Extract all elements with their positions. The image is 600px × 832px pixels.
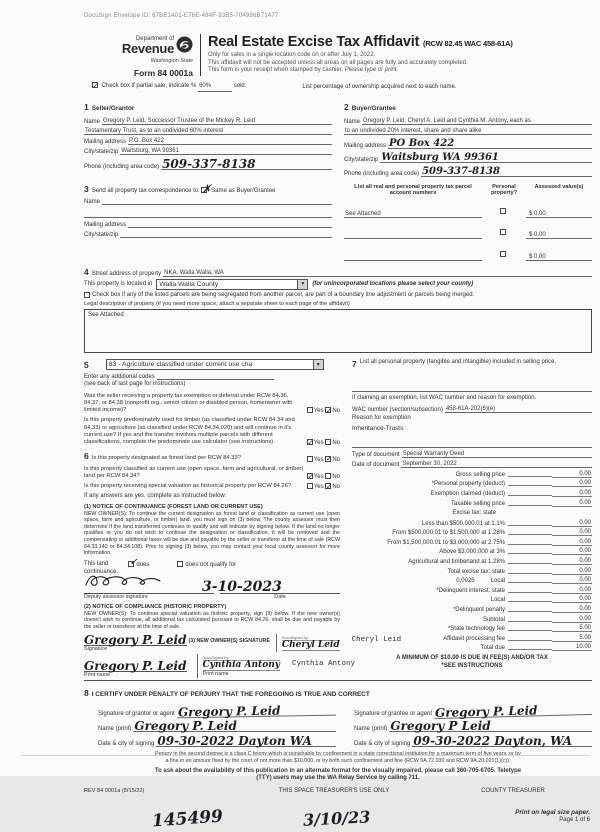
assessed-value-col-header: Assessed value(s) — [534, 183, 584, 190]
grantee-name-print[interactable]: Gregory P Leid — [389, 722, 592, 732]
parcel-table — [344, 184, 592, 261]
form-header — [84, 28, 592, 78]
type-of-document-field[interactable]: Special Warranty Deed — [402, 451, 592, 458]
parcel-row — [344, 243, 592, 261]
tax-value: 0.00 — [552, 558, 592, 565]
seller-phone-label: Phone (including area code) — [84, 163, 160, 170]
tax-row — [352, 644, 592, 651]
partial-sale-percent-field[interactable]: 60% — [198, 83, 232, 92]
tax-label: Affidavit processing fee — [443, 635, 505, 642]
seller-name-field[interactable]: Gregory P. Leid, Successor Trustee of the Mickey R. Leid — [102, 118, 332, 125]
county-dropdown-arrow-icon[interactable]: ▼ — [297, 280, 307, 289]
use-code-dropdown-value: 83 - Agriculture classified under current use cha — [108, 361, 253, 369]
parcel-number-field[interactable] — [344, 254, 482, 261]
notice-compliance-title: (2) NOTICE OF COMPLIANCE (HISTORIC PROPERTY) — [84, 603, 227, 610]
tax-row — [352, 568, 592, 575]
section-certification — [84, 680, 592, 747]
grantee-signature[interactable]: Gregory P. Leid — [434, 705, 592, 719]
seller-mailing-field[interactable]: P.O. Box 422 — [128, 138, 332, 145]
tax-value: 0.00 — [552, 471, 592, 478]
timber-yes-no: ✓ Yes No — [304, 439, 340, 446]
section-buyer-grantee — [344, 97, 592, 177]
owner-print-label-2: Print name — [202, 671, 229, 678]
corr-mailing-field[interactable] — [128, 221, 332, 228]
tax-row — [352, 625, 592, 632]
timber-no-checkbox[interactable] — [325, 439, 331, 445]
wac-number-field[interactable]: 458-61A-202(6)(e) — [445, 406, 592, 413]
tax-row — [352, 490, 592, 497]
assessed-value-field[interactable]: $ 0.00 — [526, 232, 592, 239]
grantee-name-label: Name (print) — [354, 726, 388, 733]
tax-label: Subtotal — [482, 616, 505, 623]
located-in-label: This property is located in — [84, 280, 153, 287]
deputy-date-label: Date — [220, 593, 340, 600]
owner-print-label: Print name — [84, 672, 111, 679]
buyer-name-label: Name — [344, 118, 361, 125]
revenue-label: Revenue — [121, 41, 174, 56]
form-title: Real Estate Excise Tax Affidavit (RCW 82.45 WAC 458-61A) — [208, 34, 513, 50]
personal-property-checkbox[interactable] — [500, 229, 506, 235]
parcel-number-field[interactable] — [344, 232, 482, 239]
section7-number: 7 — [352, 359, 357, 370]
use-code-dropdown-arrow-icon[interactable]: ▼ — [313, 360, 323, 369]
owner-signature-label: Signature — [84, 646, 108, 653]
seller-phone-field[interactable]: 509-337-8138 — [161, 160, 332, 170]
deputy-assessor-signature[interactable] — [84, 572, 194, 593]
right-column — [352, 359, 592, 678]
docusign-signature-cheryl: Cheryl Leid — [281, 640, 340, 651]
revenue-logo-block — [84, 28, 200, 78]
tax-row — [352, 596, 592, 603]
tax-value: 0.00 — [552, 539, 592, 546]
legal-description-value: See Attached — [88, 312, 124, 319]
treasurer-space-label: THIS SPACE TREASURER'S USE ONLY — [278, 787, 390, 794]
tax-label: Total excise tax: state — [447, 568, 505, 575]
tax-value: 0.00 — [552, 480, 592, 487]
header-divider — [200, 34, 201, 76]
see-instructions-note: *SEE INSTRUCTIONS — [441, 662, 503, 669]
grantor-name-print[interactable]: Gregory P. Leid — [133, 722, 336, 732]
legal-description-box[interactable] — [84, 309, 592, 353]
forest-land-question: Is this property designated as forest land per RCW 84.33? — [91, 455, 241, 462]
tax-value: 0.00 — [552, 596, 592, 603]
buyer-mailing-field[interactable]: PO Box 422 — [388, 140, 592, 149]
perjury-note: Perjury in the second degree is a class C felony which is punishable by confinement in a state correctional institution for a maximum term of five years, or by a fine in an amount fixed by the court of not more than $10,000, or by both such confinement and fine (RCW 9A.72.030 and RCW 9A.20.021(1)(c)). — [155, 751, 521, 765]
treasurer-stamp-date: 3/10/23 — [302, 807, 371, 830]
owner-signature-1[interactable]: Gregory P. Leid — [84, 633, 187, 648]
wac-number-label: WAC number (section/subsection) — [352, 406, 443, 413]
grantee-date-label: Date & city of signing — [354, 741, 411, 748]
tax-row — [352, 587, 592, 594]
docusign-signature-cynthia: Cynthia Antony — [202, 660, 280, 671]
section-seller-grantor — [84, 97, 332, 177]
forest-no-checkbox[interactable] — [325, 456, 331, 462]
tax-value: 0.00 — [552, 500, 592, 507]
new-owners-signature-label: (3) NEW OWNER(S) SIGNATURE — [188, 637, 270, 644]
reason-exemption-label: Reason for exemption — [352, 414, 411, 421]
tax-row — [352, 606, 592, 613]
parcel-number-field[interactable]: See Attached — [344, 211, 482, 218]
certify-statement: I CERTIFY UNDER PENALTY OF PERJURY THAT THE FOREGOING IS TRUE AND CORRECT — [91, 691, 370, 699]
if-yes-note: If any answers are yes, complete as instructed below. — [84, 493, 227, 500]
forest-yes-checkbox[interactable] — [307, 456, 313, 462]
date-of-document-label: Date of document — [352, 462, 400, 469]
divider — [352, 391, 592, 392]
additional-codes-label: Enter any additional codes — [84, 374, 155, 381]
assessed-value-field[interactable]: $ 0.00 — [526, 254, 592, 261]
tax-value: 0.00 — [552, 520, 592, 527]
corr-city-field[interactable] — [120, 231, 332, 238]
section3-number: 3 — [84, 183, 89, 194]
tax-value: 0.00 — [552, 606, 592, 613]
county-dropdown[interactable] — [156, 279, 308, 290]
grantor-date-city[interactable]: 09-30-2022 Dayton WA — [156, 737, 336, 747]
header-subtext-2: This affidavit will not be accepted unless all areas on all pages are fully and accurately completed. — [208, 59, 468, 66]
tax-row — [352, 520, 592, 527]
section5-number: 5 — [84, 359, 89, 370]
docusign-stamp-cheryl — [276, 634, 344, 652]
historic-yes-checkbox[interactable] — [307, 483, 313, 489]
personal-property-col-header: Personal property? — [490, 183, 518, 196]
tax-value: 0.00 — [552, 529, 592, 536]
deputy-date-value[interactable]: 3-10-2023 — [202, 578, 282, 595]
use-code-dropdown[interactable] — [106, 359, 324, 370]
historic-yes-no: Yes ✓ No — [304, 483, 340, 490]
grantor-date-label: Date & city of signing — [98, 741, 155, 748]
local-rate: 0.0025 — [456, 578, 475, 585]
correspondence-label: Send all property tax correspondence to: — [91, 187, 200, 194]
typed-name-cynthia: Cynthia Antony — [291, 660, 355, 669]
tax-value: 0.00 — [552, 568, 592, 575]
washington-state-label: Washington State — [150, 58, 193, 64]
section2-number: 2 — [344, 101, 349, 112]
does-not-label: does not qualify for — [185, 561, 237, 568]
type-of-document-label: Type of document — [352, 452, 400, 459]
county-note: (for unincorporated locations please select your county) — [312, 280, 474, 287]
notice-compliance-body: NEW OWNER(S): To continue special valuation as historic property, sign (3) below. If the new owner(s) doesn't wish to continue, all additional tax calculated pursuant to RCW 84.26, shall be due and payable by the seller or transferor at the time of sale. — [84, 610, 340, 630]
tax-label: Above $3,000,000 at 3% — [439, 549, 505, 556]
header-subtext-3: This form is your receipt when stamped by cashier. Please type or print. — [208, 67, 399, 73]
segregated-label: Check box if any of the listed parcels are being segregated from another parcel, are part of a boundary line adjustment or parcels being merged. — [92, 291, 475, 298]
tax-row — [351, 634, 592, 645]
tax-value: 10.00 — [552, 644, 592, 651]
typed-name-cheryl: Cheryl Leid — [351, 636, 402, 645]
tax-value: 5.00 — [552, 635, 592, 642]
seller-city-field[interactable]: Waitsburg, WA 99361 — [120, 148, 332, 155]
form-rcw: (RCW 82.45 WAC 458-61A) — [423, 39, 513, 48]
street-address-label: Street address of property — [91, 270, 162, 277]
tax-row — [352, 616, 592, 623]
form-number: Form 84 0001a — [133, 68, 193, 78]
tax-value: 0.00 — [552, 548, 592, 555]
timber-yes-checkbox[interactable] — [307, 439, 313, 445]
tax-label: 0.0025 Local — [456, 578, 505, 585]
tax-row — [352, 577, 592, 584]
grantee-sig-label: Signature of grantee or agent — [354, 711, 433, 718]
owner-print-name-1[interactable]: Gregory P. Leid — [84, 659, 187, 674]
section-property-location — [84, 267, 592, 353]
section1-number: 1 — [84, 101, 89, 112]
seller-name-field-2[interactable]: Testamentary Trust, as to an undivided 60% interest — [84, 128, 332, 135]
buyer-name-field-2[interactable]: to an undivided 20% interest, share and share alike — [344, 128, 592, 135]
tax-label: Gross selling price — [455, 471, 505, 478]
minimum-due-note: A MINIMUM OF $10.00 IS DUE IN FEE(S) AND/OR TAX — [396, 655, 548, 662]
docusign-stamp-cynthia — [197, 654, 284, 678]
timber-question: Is this property predominately used for timber (as classified under RCW 84.34 and 84.33) or agriculture (as classified under RCW 84.34.020) and will continue in it's current use? If yes and the transfer involves multiple parcels with different classifications, complete the predominate use calculator (see instructions) — [84, 417, 295, 446]
section4-number: 4 — [84, 266, 89, 277]
personal-property-checkbox[interactable] — [500, 208, 506, 214]
corr-name-label: Name — [84, 199, 101, 205]
dept-of-label: Department of — [135, 36, 174, 42]
tax-row — [352, 480, 592, 487]
exemption-question: Was the seller receiving a property tax exemption or deferral under RCW 84.36, 84.37, or 84.38 (nonprofit org., senior citizen or disabled person, homeowner with limited income)? — [84, 392, 293, 414]
tax-label: *State technology fee — [447, 626, 505, 633]
tax-label: *Delinquent penalty — [452, 606, 505, 613]
same-as-buyer-checkbox[interactable] — [201, 187, 207, 193]
tax-label: Less than $500,000.01 at 1.1% — [421, 520, 505, 527]
assessed-value-field[interactable]: $ 0.00 — [526, 211, 592, 218]
same-as-buyer-label: Same as Buyer/Grantee — [211, 187, 276, 194]
tax-row — [352, 558, 592, 565]
buyer-heading: Buyer/Grantee — [351, 104, 396, 112]
parcel-row — [344, 200, 592, 218]
tax-value: 0.00 — [552, 587, 592, 594]
tax-value: 0.00 — [552, 490, 592, 497]
exemption-no-checkbox[interactable] — [325, 407, 331, 413]
grantee-date-city[interactable]: 09-30-2022 Dayton, WA — [412, 737, 592, 747]
partial-sale-checkbox[interactable] — [92, 82, 98, 88]
forest-yes-no: Yes ✓ No — [304, 456, 340, 463]
docusign-envelope-id: DocuSign Envelope ID: 67BE1401-E76E-484F-93B5-704986B71477 — [84, 13, 279, 19]
parcel-row — [344, 221, 592, 239]
ownership-percent-note: List percentage of ownership acquired next to each name. — [302, 84, 457, 90]
docusigned-by-label: DocuSigned by: — [282, 636, 340, 641]
see-back-note: (see back of last page for instructions) — [84, 381, 186, 388]
tax-label: Total due — [480, 645, 505, 652]
county-treasurer-label: COUNTY TREASURER — [481, 787, 545, 794]
buyer-phone-label: Phone (including area code) — [344, 170, 420, 177]
grantor-signature[interactable]: Gregory P. Leid — [177, 706, 336, 719]
seller-heading: Seller/Grantor — [91, 104, 135, 112]
tax-label: Taxable selling price — [450, 500, 505, 507]
scan-artifact-line — [20, 755, 590, 756]
grantor-name-label: Name (print) — [98, 726, 132, 733]
current-use-no-checkbox[interactable] — [325, 473, 331, 479]
tax-row — [352, 500, 592, 507]
tax-value: 5.00 — [552, 625, 592, 632]
notice-continuance-body: NEW OWNER(S): To continue the current designation as forest land or classification as current use (open space, farm and agriculture, or timber) land, you must sign on (3) below. The county assessor must then determine if the land transferred continues to qualify and will indicate by signing below. If the land no longer qualifies or you do not wish to continue the designation or classification, it will be removed and the compensating or additional taxes will be due and payable by the seller or transferor at the time of sale (RCW 84.33.140 or 84.34.108). Prior to signing (3) below, you may contact your local county assessor for more information. — [84, 510, 340, 557]
tax-label: Exemption claimed (deduct) — [430, 490, 505, 497]
header-subtext-1: Only for sales in a single location code on or after July 1, 2022. — [208, 52, 376, 58]
parcel-col-header: List all real and personal property tax parcel account numbers — [354, 183, 472, 196]
print-legal-size-note: Print on legal size paper. — [515, 809, 590, 817]
street-address-field[interactable]: NKA, Walla Walla, WA — [163, 270, 592, 277]
deputy-signature-label: Deputy assessor signature — [84, 593, 214, 600]
buyer-city-label: City/state/zip — [344, 156, 379, 163]
corr-blank-field[interactable] — [84, 211, 332, 218]
tax-label: *Personal property (deduct) — [431, 481, 505, 488]
does-label: does — [136, 561, 150, 568]
docusigned-by-label: DocuSigned by: — [203, 656, 280, 661]
current-use-yes-no: ✓ Yes No — [304, 473, 340, 480]
corr-name-field[interactable] — [102, 198, 332, 205]
personal-property-note: List all personal property (tangible and intangible) included in selling price. — [359, 359, 557, 366]
segregated-checkbox[interactable] — [84, 292, 90, 298]
date-of-document-field[interactable]: September 30, 2022 — [401, 461, 592, 468]
additional-codes-field[interactable] — [157, 373, 274, 380]
current-use-yes-checkbox[interactable] — [307, 473, 313, 479]
historic-no-checkbox[interactable] — [325, 483, 331, 489]
divider — [352, 447, 592, 448]
buyer-mailing-label: Mailing address — [344, 142, 387, 149]
county-dropdown-value: Walla Walla County — [159, 280, 219, 288]
does-qualify-checkbox[interactable] — [128, 561, 134, 567]
legal-description-label: Legal description of property (if you need more space, attach a separate sheet to each page of the affidavit) — [84, 301, 350, 308]
does-not-qualify-checkbox[interactable] — [177, 561, 183, 567]
revenue-swirl-icon — [176, 36, 193, 58]
tax-label: Agricultural and timberland at 1.28% — [408, 559, 505, 565]
rev-form-footer: REV 84 0001a (8/15/22) — [84, 787, 145, 794]
treasurer-stamp-number: 145499 — [151, 806, 224, 832]
grantor-sig-label: Signature of grantor or agent — [98, 711, 175, 718]
tax-row — [352, 529, 592, 536]
buyer-city-field[interactable]: Waitsburg WA 99361 — [380, 154, 592, 163]
tax-label: Local — [490, 597, 505, 604]
seller-name-label: Name — [84, 118, 101, 125]
partial-sale-line: ✓ Check box if partial sale, indicate % 60% sold. — [92, 82, 246, 92]
accessibility-note: To ask about the availability of this publication in an alternate format for the visually impaired, please call 360-705-6705. Teletype (TTY) users may use the WA Relay Service by calling 711. — [154, 767, 522, 782]
reason-exemption-value[interactable]: Inheritance-Trusts — [352, 425, 404, 433]
corr-mailing-label: Mailing address — [84, 222, 127, 228]
this-land-label: This land — [84, 561, 109, 568]
buyer-name-field[interactable]: Gregory P. Leid, Cheryl A. Leid and Cynthia M. Antony, each as — [362, 118, 592, 125]
section6-number: 6 — [84, 451, 89, 462]
current-use-question: Is this property classified as current use (open space, farm and agricultural, or timber) land per RCW 84.34? — [84, 465, 304, 479]
tax-label: From $500,000.01 to $1,500,000 at 1.28% — [392, 530, 505, 537]
section8-number: 8 — [84, 688, 89, 699]
exemption-yes-no: Yes ✓ No — [304, 407, 340, 414]
historic-question: Is this property receiving special valuation as historical property per RCW 84.26? — [84, 483, 292, 489]
tax-row — [352, 548, 592, 555]
tax-row — [352, 539, 592, 546]
tax-value: 0.00 — [552, 577, 592, 584]
tax-value: 0.00 — [552, 616, 592, 623]
continuance-label: continuance. — [84, 569, 119, 576]
exemption-yes-checkbox[interactable] — [307, 407, 313, 413]
buyer-phone-field[interactable]: 509-337-8138 — [421, 168, 592, 177]
section-tax-correspondence — [84, 184, 332, 261]
tax-label: *Delinquent interest: state — [436, 587, 505, 594]
exemption-claim-note: If claiming an exemption, list WAC number and reason for exemption. — [352, 395, 537, 402]
notice-continuance-title: (1) NOTICE OF CONTINUANCE (FOREST LAND OR CURRENT USE) — [84, 503, 263, 510]
page-number: Page 1 of 6 — [559, 817, 590, 824]
corr-city-label: City/state/zip — [84, 232, 119, 238]
personal-property-checkbox[interactable] — [500, 251, 506, 257]
excise-tax-state-header: Excise tax: state — [452, 509, 496, 516]
tax-row — [352, 471, 592, 478]
seller-city-label: City/state/zip — [84, 148, 119, 155]
seller-mailing-label: Mailing address — [84, 138, 127, 145]
tax-label: From $1,500,000.01 to $3,000,000 at 2.75% — [387, 539, 505, 546]
